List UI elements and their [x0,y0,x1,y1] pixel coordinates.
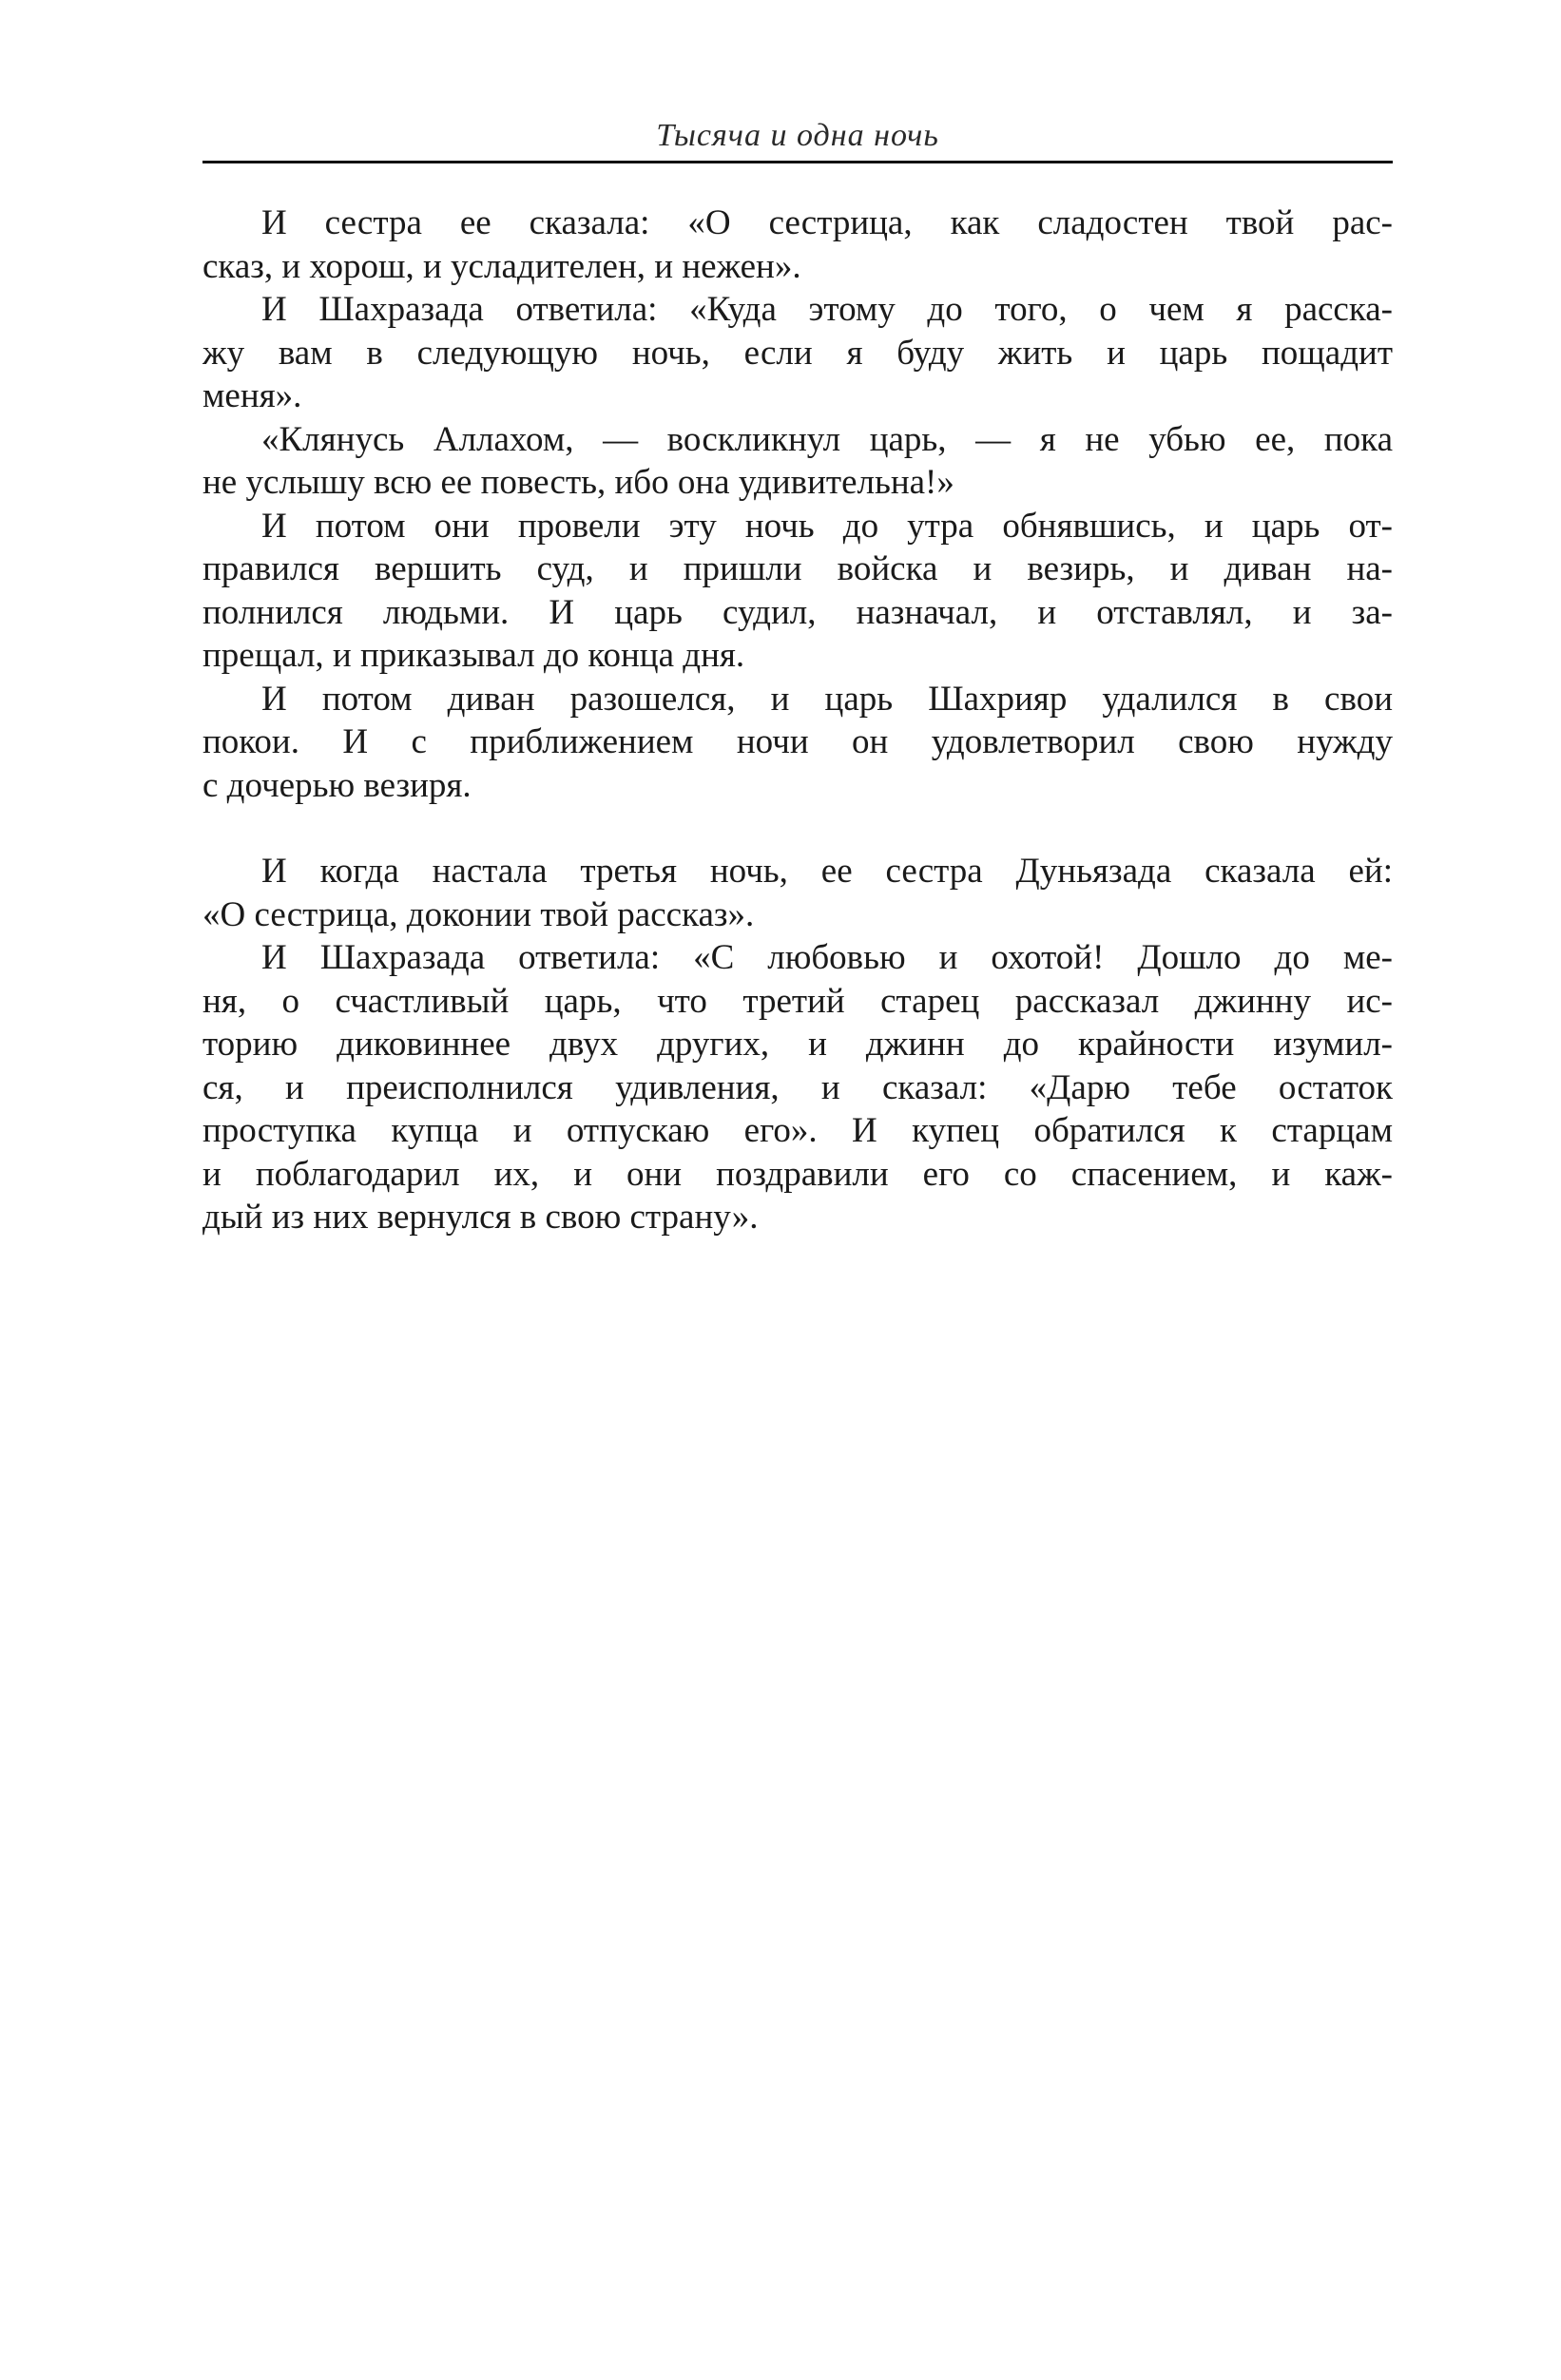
text-line: «О сестрица, доконии твой рассказ». [202,894,755,934]
text-line: И Шахразада ответила: «С любовью и охотой! Дошло до ме- [261,938,1393,977]
text-line: ня, о счастливый царь, что третий старец рассказал джинну ис- [202,981,1393,1021]
text-section-1 [202,202,1393,807]
text-line: и поблагодарил их, и они поздравили его со спасением, и каж- [202,1154,1393,1194]
text-line: покои. И с приближением ночи он удовлетворил свою нужду [202,722,1393,761]
text-line: ся, и преисполнился удивления, и сказал: «Дарю тебе остаток [202,1067,1393,1107]
text-line: И сестра ее сказала: «О сестрица, как сладостен твой рас- [261,203,1393,242]
text-line: правился вершить суд, и пришли войска и везирь, и диван на- [202,549,1393,588]
running-header [202,112,1393,163]
text-line: И когда настала третья ночь, ее сестра Дуньязада сказала ей: [261,852,1393,891]
text-line: дый из них вернулся в свою страну». [202,1198,759,1237]
text-section-2 [202,850,1393,1239]
body-text [202,202,1393,1239]
text-line: торию диковиннее двух других, и джинн до крайности изумил- [202,1025,1393,1064]
text-line: жу вам в следующую ночь, если я буду жить и царь пощадит [202,333,1393,373]
running-title: Тысяча и одна ночь [656,118,939,153]
header-rule [202,161,1393,163]
text-line: И потом они провели эту ночь до утра обнявшись, и царь от- [261,506,1393,546]
text-line: с дочерью везиря. [202,765,472,805]
text-line: «Клянусь Аллахом, — воскликнул царь, — я не убью ее, пока [261,419,1393,459]
text-line: И Шахразада ответила: «Куда этому до того, о чем я расска- [261,290,1393,329]
text-line: проступка купца и отпускаю его». И купец обратился к старцам [202,1111,1393,1150]
section-gap [202,807,1393,850]
text-line: не услышу всю ее повесть, ибо она удивительна!» [202,463,954,502]
text-line: прещал, и приказывал до конца дня. [202,636,745,675]
text-line: сказ, и хорош, и усладителен, и нежен». [202,246,801,286]
text-line: меня». [202,376,302,415]
text-line: И потом диван разошелся, и царь Шахрияр удалился в свои [261,679,1393,719]
text-line: полнился людьми. И царь судил, назначал, и отставлял, и за- [202,592,1393,632]
